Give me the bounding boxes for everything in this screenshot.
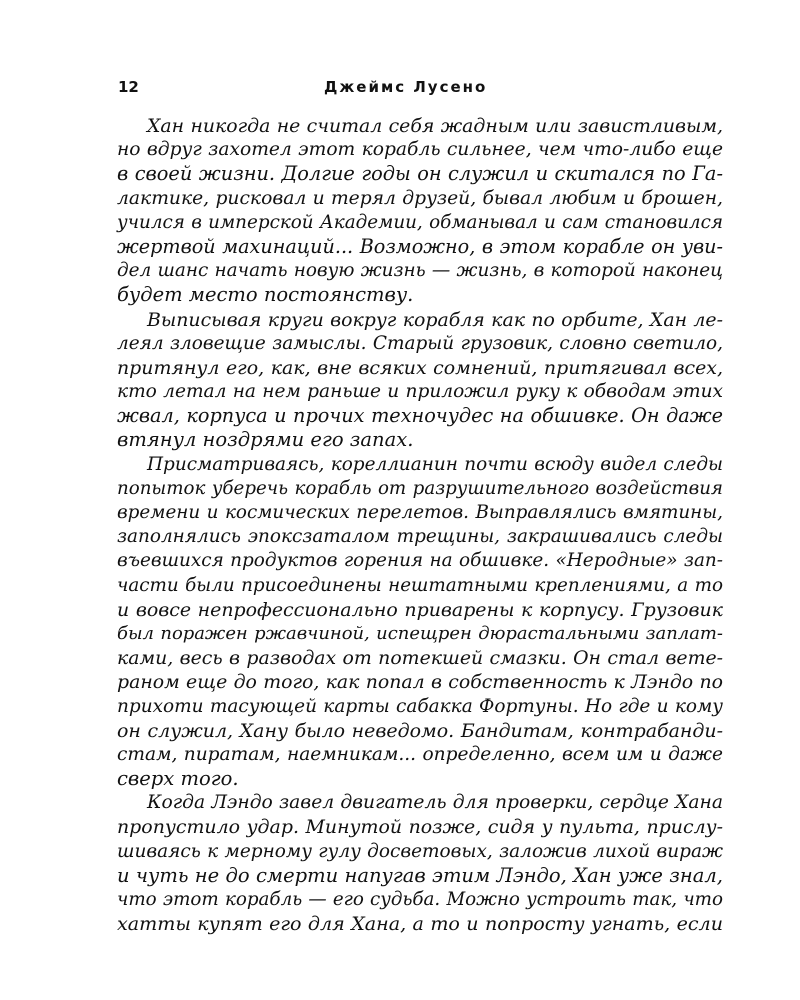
text-line: будет место постоянству. <box>117 283 414 307</box>
text-line: Присматриваясь, кореллианин почти всюду видел следы <box>147 453 723 475</box>
text-line: ками, весь в разводах от потекшей смазки. Он стал вете- <box>117 647 723 670</box>
text-line: стам, пиратам, наемникам... определенно, всем им и даже <box>117 743 723 765</box>
text-line: но вдруг захотел этот корабль сильнее, чем что-либо еще <box>117 139 723 161</box>
text-line: пропустило удар. Минутой позже, сидя у пульта, прислу- <box>117 816 723 839</box>
running-head-author: Джеймс Лусено <box>324 78 488 96</box>
paragraph <box>117 114 723 308</box>
text-line: части были присоединены нештатными креплениями, а то <box>117 574 723 596</box>
text-line: сверх того. <box>117 767 239 791</box>
text-line: был поражен ржавчиной, испещрен дюрастальными заплат- <box>117 622 723 644</box>
body-text <box>117 114 723 936</box>
text-line: Выписывая круги вокруг корабля как по орбите, Хан ле- <box>147 308 723 331</box>
text-line: попыток уберечь корабль от разрушительного воздействия <box>117 477 723 499</box>
text-line: жвал, корпуса и прочих техночудес на обшивке. Он даже <box>117 404 723 428</box>
text-line: кто летал на нем раньше и приложил руку к обводам этих <box>117 381 723 403</box>
text-line: хатты купят его для Хана, а то и попросту угнать, если <box>117 913 723 936</box>
text-line: шиваясь к мерному гулу досветовых, заложив лихой вираж <box>117 840 723 862</box>
text-line: раном еще до того, как попал в собственность к Лэндо по <box>117 671 723 694</box>
text-line: времени и космических перелетов. Выправлялись вмятины, <box>117 502 723 523</box>
page-header <box>118 78 718 102</box>
text-line: втянул ноздрями его запах. <box>117 428 414 452</box>
text-line: Когда Лэндо завел двигатель для проверки, сердце Хана <box>147 792 723 814</box>
page-number: 12 <box>118 78 139 96</box>
text-line: и чуть не до смерти напугав этим Лэндо, Хан уже знал, <box>117 863 723 887</box>
text-line: жертвой махинаций... Возможно, в этом корабле он уви- <box>117 234 723 258</box>
paragraph <box>117 453 723 792</box>
text-line: учился в имперской Академии, обманывал и сам становился <box>117 211 723 233</box>
paragraph <box>117 791 723 936</box>
text-line: и вовсе непрофессионально приварены к корпусу. Грузовик <box>117 598 723 621</box>
text-line: прихоти тасующей карты сабакка Фортуны. Но где и кому <box>117 695 723 717</box>
text-line: леял зловещие замыслы. Старый грузовик, словно светило, <box>117 332 723 354</box>
text-line: заполнялись эпоксзаталом трещины, закрашивались следы <box>117 526 723 548</box>
text-line: в своей жизни. Долгие годы он служил и скитался по Га- <box>117 162 723 186</box>
text-line: он служил, Хану было неведомо. Бандитам, контрабанди- <box>117 719 723 742</box>
text-line: въевшихся продуктов горения на обшивке. «Неродные» зап- <box>117 550 723 572</box>
text-line: притянул его, как, вне всяких сомнений, притягивал всех, <box>117 356 723 379</box>
paragraph <box>117 308 723 453</box>
text-line: дел шанс начать новую жизнь — жизнь, в которой наконец <box>117 260 723 282</box>
text-line: что этот корабль — его судьба. Можно устроить так, что <box>117 889 723 910</box>
text-line: лактике, рисковал и терял друзей, бывал любим и брошен, <box>117 187 723 209</box>
text-line: Хан никогда не считал себя жадным или завистливым, <box>147 115 723 137</box>
